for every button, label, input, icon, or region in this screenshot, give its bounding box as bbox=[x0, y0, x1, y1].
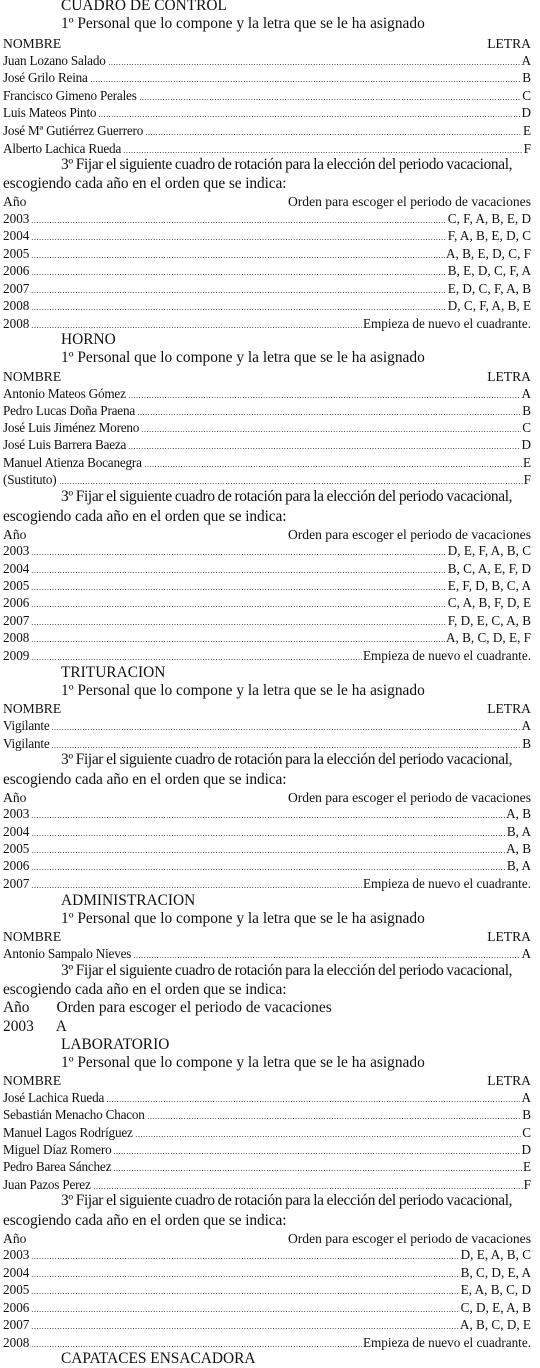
staff-row-label: Sebastián Menacho Chacon bbox=[3, 1107, 145, 1122]
rotation-row-label: 2003 bbox=[3, 1247, 30, 1262]
staff-row-value: C bbox=[522, 1125, 531, 1140]
rotation-row bbox=[3, 578, 531, 594]
rotation-row-value: E, D, C, F, A, B bbox=[447, 281, 531, 296]
rotation-row-label: 2003 bbox=[3, 806, 30, 821]
staff-row-value: F bbox=[523, 472, 531, 487]
staff-row-label: Alberto Lachica Rueda bbox=[3, 141, 122, 156]
rotation-row-label: 2003 bbox=[3, 211, 30, 226]
staff-table-header bbox=[3, 369, 531, 385]
dot-leader bbox=[31, 653, 362, 661]
rotation-row-value: E, A, B, C, D bbox=[460, 1282, 531, 1297]
rotation-paragraph-cont: escogiendo cada año en el orden que se indica: bbox=[3, 175, 287, 192]
dot-leader bbox=[31, 600, 446, 608]
rotation-row-label: 2005 bbox=[3, 841, 30, 856]
staff-row-label: Juan Pazos Perez bbox=[3, 1177, 91, 1192]
rotation-row-value: Empieza de nuevo el cuadrante. bbox=[362, 316, 531, 331]
staff-row bbox=[3, 53, 531, 69]
dot-leader bbox=[31, 268, 446, 276]
rotation-row-value: Empieza de nuevo el cuadrante. bbox=[362, 1335, 531, 1350]
staff-row-label: Pedro Lucas Doña Praena bbox=[3, 403, 135, 418]
rotation-row-label: 2007 bbox=[3, 613, 30, 628]
rotation-row-label: 2008 bbox=[3, 298, 30, 313]
staff-row bbox=[3, 1177, 531, 1193]
rotation-row bbox=[3, 561, 531, 577]
dot-leader bbox=[135, 1130, 522, 1138]
staff-row-label: José Luis Barrera Baeza bbox=[3, 437, 127, 452]
dot-leader bbox=[31, 1287, 459, 1295]
staff-row-label: José Lachica Rueda bbox=[3, 1090, 105, 1105]
dot-leader bbox=[137, 408, 521, 416]
rotation-row bbox=[3, 613, 531, 629]
dot-leader bbox=[31, 1340, 362, 1348]
rotation-order: A bbox=[55, 1018, 67, 1035]
rotation-row bbox=[3, 858, 531, 874]
rotation-row bbox=[3, 806, 531, 822]
dot-leader bbox=[31, 811, 505, 819]
staff-row bbox=[3, 1090, 531, 1106]
dot-leader bbox=[31, 1305, 459, 1313]
column-header-year: Año bbox=[3, 790, 27, 805]
rotation-row bbox=[3, 876, 531, 892]
staff-row-value: E bbox=[522, 123, 531, 138]
dot-leader bbox=[31, 303, 446, 311]
staff-row bbox=[3, 718, 531, 734]
dot-leader bbox=[31, 1252, 459, 1260]
staff-row bbox=[3, 946, 531, 962]
column-header-letter: LETRA bbox=[487, 36, 531, 51]
staff-row-label: Manuel Lagos Rodríguez bbox=[3, 1125, 133, 1140]
rotation-row-value: D, E, A, B, C bbox=[460, 1247, 531, 1262]
staff-table-header bbox=[3, 1073, 531, 1089]
rotation-row-label: 2003 bbox=[3, 543, 30, 558]
staff-row-value: C bbox=[522, 88, 531, 103]
section-title: ADMINISTRACION bbox=[61, 892, 196, 909]
staff-row-label: Vigilante bbox=[3, 718, 50, 733]
dot-leader bbox=[31, 251, 445, 259]
column-header-order: Orden para escoger el periodo de vacaciones bbox=[287, 790, 531, 805]
dot-leader bbox=[147, 1112, 522, 1120]
rotation-row bbox=[3, 1265, 531, 1281]
rotation-row bbox=[3, 824, 531, 840]
rotation-row-value: E, F, D, B, C, A bbox=[447, 578, 531, 593]
rotation-row bbox=[3, 1335, 531, 1351]
staff-row-label: Antonio Sampalo Nieves bbox=[3, 946, 132, 961]
rotation-row-value: B, C, D, E, A bbox=[460, 1265, 531, 1280]
dot-leader bbox=[128, 391, 521, 399]
staff-row bbox=[3, 1159, 531, 1175]
dot-leader bbox=[113, 1164, 522, 1172]
rotation-row bbox=[3, 648, 531, 664]
rotation-row bbox=[3, 298, 531, 314]
column-header-letter: LETRA bbox=[487, 929, 531, 944]
rotation-row-label: 2009 bbox=[3, 648, 30, 663]
column-header-letter: LETRA bbox=[487, 369, 531, 384]
dot-leader bbox=[31, 829, 505, 837]
staff-row bbox=[3, 403, 531, 419]
staff-row-value: B bbox=[522, 70, 531, 85]
rotation-row-value: D, E, F, A, B, C bbox=[447, 543, 531, 558]
dot-leader bbox=[123, 146, 523, 154]
rotation-paragraph-cont: escogiendo cada año en el orden que se indica: bbox=[3, 1212, 287, 1229]
staff-table-header bbox=[3, 701, 531, 717]
dot-leader bbox=[31, 881, 362, 889]
staff-row bbox=[3, 1142, 531, 1158]
rotation-row-label: 2005 bbox=[3, 1282, 30, 1297]
rotation-row bbox=[3, 316, 531, 332]
section-title: TRITURACION bbox=[61, 664, 166, 681]
rotation-row-value: B, A bbox=[506, 858, 531, 873]
staff-row-value: B bbox=[522, 736, 531, 751]
column-header-name: NOMBRE bbox=[3, 36, 62, 51]
rotation-row-value: C, D, E, A, B bbox=[460, 1300, 531, 1315]
dot-leader bbox=[31, 321, 362, 329]
staff-row-value: F bbox=[523, 1177, 531, 1192]
dot-leader bbox=[31, 863, 505, 871]
rotation-row-label: 2004 bbox=[3, 561, 30, 576]
column-header-order: Orden para escoger el periodo de vacaciones bbox=[56, 999, 332, 1016]
staff-row bbox=[3, 123, 531, 139]
rotation-row-value: A, B bbox=[506, 806, 531, 821]
rotation-row-value: A, B, C, D, E, F bbox=[446, 630, 531, 645]
rotation-table-header bbox=[3, 1231, 531, 1247]
staff-row-value: A bbox=[521, 718, 531, 733]
staff-row bbox=[3, 736, 531, 752]
rotation-row-label: 2008 bbox=[3, 1335, 30, 1350]
staff-row-value: B bbox=[522, 403, 531, 418]
dot-leader bbox=[31, 1322, 459, 1330]
column-header-year: Año bbox=[3, 194, 27, 209]
rotation-row bbox=[3, 246, 531, 262]
rotation-row-label: 2004 bbox=[3, 1265, 30, 1280]
rotation-row-label: 2005 bbox=[3, 246, 30, 261]
rotation-row bbox=[3, 543, 531, 559]
staff-row-value: C bbox=[522, 420, 531, 435]
staff-row bbox=[3, 1125, 531, 1141]
dot-leader bbox=[144, 460, 522, 468]
dot-leader bbox=[31, 216, 446, 224]
section-intro: 1º Personal que lo compone y la letra que se le ha asignado bbox=[61, 349, 425, 366]
rotation-paragraph: 3º Fijar el siguiente cuadro de rotación para la elección del periodo vacacional, bbox=[61, 156, 513, 173]
rotation-row-value: A, B, C, D, E bbox=[459, 1317, 531, 1332]
section-intro: 1º Personal que lo compone y la letra que se le ha asignado bbox=[61, 682, 425, 699]
rotation-paragraph: 3º Fijar el siguiente cuadro de rotación para la elección del periodo vacacional, bbox=[61, 962, 513, 979]
staff-row bbox=[3, 420, 531, 436]
staff-row bbox=[3, 105, 531, 121]
staff-row-label: Pedro Barea Sánchez bbox=[3, 1159, 112, 1174]
column-header-year: Año bbox=[3, 1231, 27, 1246]
rotation-row-value: B, E, D, C, F, A bbox=[447, 263, 531, 278]
rotation-row-label: 2006 bbox=[3, 1300, 30, 1315]
dot-leader bbox=[145, 128, 522, 136]
rotation-row-label: 2006 bbox=[3, 858, 30, 873]
rotation-row-label: 2008 bbox=[3, 630, 30, 645]
staff-row-label: Vigilante bbox=[3, 736, 50, 751]
dot-leader bbox=[90, 75, 522, 83]
rotation-paragraph-cont: escogiendo cada año en el orden que se indica: bbox=[3, 981, 287, 998]
column-header-order: Orden para escoger el periodo de vacaciones bbox=[287, 527, 531, 542]
rotation-row-label: 2007 bbox=[3, 1317, 30, 1332]
rotation-row bbox=[3, 211, 531, 227]
rotation-row-label: 2007 bbox=[3, 281, 30, 296]
section-title: LABORATORIO bbox=[61, 1036, 170, 1053]
staff-row-label: José Mª Gutiérrez Guerrero bbox=[3, 123, 144, 138]
section-intro: 1º Personal que lo compone y la letra que se le ha asignado bbox=[61, 1054, 425, 1071]
rotation-row bbox=[3, 1247, 531, 1263]
column-header-order: Orden para escoger el periodo de vacaciones bbox=[287, 1231, 531, 1246]
staff-row-label: Francisco Gimeno Perales bbox=[3, 88, 137, 103]
rotation-row bbox=[3, 1317, 531, 1333]
column-header-letter: LETRA bbox=[487, 1073, 531, 1088]
column-header-order: Orden para escoger el periodo de vacaciones bbox=[287, 194, 531, 209]
column-header-name: NOMBRE bbox=[3, 929, 62, 944]
dot-leader bbox=[31, 618, 446, 626]
rotation-row bbox=[3, 1300, 531, 1316]
rotation-row-label: 2006 bbox=[3, 595, 30, 610]
staff-row-value: F bbox=[523, 141, 531, 156]
dot-leader bbox=[31, 566, 446, 574]
rotation-year: 2003 bbox=[3, 1018, 34, 1035]
rotation-row-label: 2006 bbox=[3, 263, 30, 278]
rotation-row-value: C, A, B, F, D, E bbox=[447, 595, 531, 610]
staff-table-header bbox=[3, 36, 531, 52]
rotation-table-header bbox=[3, 999, 332, 1017]
column-header-year: Año bbox=[3, 527, 27, 542]
dot-leader bbox=[128, 442, 520, 450]
dot-leader bbox=[141, 425, 521, 433]
staff-row-value: D bbox=[521, 437, 531, 452]
rotation-row-label: 2004 bbox=[3, 228, 30, 243]
dot-leader bbox=[31, 548, 446, 556]
staff-row-value: E bbox=[522, 1159, 531, 1174]
dot-leader bbox=[31, 846, 505, 854]
rotation-row-value: A, B, E, D, C, F bbox=[446, 246, 531, 261]
section-title: HORNO bbox=[61, 331, 116, 348]
staff-row bbox=[3, 1107, 531, 1123]
staff-row-label: Luis Mateos Pinto bbox=[3, 105, 97, 120]
staff-row-label: José Grilo Reina bbox=[3, 70, 88, 85]
column-header-year: Año bbox=[3, 999, 30, 1016]
dot-leader bbox=[31, 1270, 459, 1278]
staff-row bbox=[3, 455, 531, 471]
rotation-paragraph-cont: escogiendo cada año en el orden que se indica: bbox=[3, 508, 287, 525]
staff-row-label: Manuel Atienza Bocanegra bbox=[3, 455, 142, 470]
staff-row-value: A bbox=[521, 386, 531, 401]
staff-row bbox=[3, 386, 531, 402]
dot-leader bbox=[93, 1182, 523, 1190]
rotation-row bbox=[3, 595, 531, 611]
dot-leader bbox=[59, 477, 523, 485]
staff-row-value: D bbox=[521, 105, 531, 120]
next-section-title: CAPATACES ENSACADORA bbox=[61, 1350, 256, 1367]
staff-row bbox=[3, 70, 531, 86]
dot-leader bbox=[31, 635, 445, 643]
staff-row-label: Antonio Mateos Gómez bbox=[3, 386, 126, 401]
dot-leader bbox=[31, 233, 446, 241]
staff-row-label: Miguel Díaz Romero bbox=[3, 1142, 112, 1157]
dot-leader bbox=[106, 1095, 520, 1103]
staff-row bbox=[3, 88, 531, 104]
rotation-row-label: 2004 bbox=[3, 824, 30, 839]
rotation-row bbox=[3, 841, 531, 857]
section-intro: 1º Personal que lo compone y la letra que se le ha asignado bbox=[61, 15, 425, 32]
rotation-row-value: Empieza de nuevo el cuadrante. bbox=[362, 876, 531, 891]
staff-row bbox=[3, 141, 531, 157]
dot-leader bbox=[113, 1147, 520, 1155]
rotation-paragraph-cont: escogiendo cada año en el orden que se indica: bbox=[3, 771, 287, 788]
rotation-row-value: Empieza de nuevo el cuadrante. bbox=[362, 648, 531, 663]
rotation-table-header bbox=[3, 790, 531, 806]
staff-row bbox=[3, 472, 531, 488]
dot-leader bbox=[51, 723, 520, 731]
rotation-paragraph: 3º Fijar el siguiente cuadro de rotación para la elección del periodo vacacional, bbox=[61, 488, 513, 505]
dot-leader bbox=[133, 951, 520, 959]
rotation-row-value: D, C, F, A, B, E bbox=[447, 298, 531, 313]
rotation-row-label: 2005 bbox=[3, 578, 30, 593]
column-header-name: NOMBRE bbox=[3, 701, 62, 716]
rotation-row-value: B, C, A, E, F, D bbox=[447, 561, 531, 576]
rotation-row bbox=[3, 228, 531, 244]
rotation-table-header bbox=[3, 194, 531, 210]
staff-row-value: A bbox=[521, 1090, 531, 1105]
rotation-row-value: C, F, A, B, E, D bbox=[447, 211, 531, 226]
rotation-row-value: B, A bbox=[506, 824, 531, 839]
rotation-paragraph: 3º Fijar el siguiente cuadro de rotación para la elección del periodo vacacional, bbox=[61, 751, 513, 768]
staff-row-value: D bbox=[521, 1142, 531, 1157]
rotation-row-value: F, D, E, C, A, B bbox=[447, 613, 531, 628]
section-title: CUADRO DE CONTROL bbox=[61, 0, 227, 14]
section-intro: 1º Personal que lo compone y la letra que se le ha asignado bbox=[61, 910, 425, 927]
rotation-row-value: F, A, B, E, D, C bbox=[447, 228, 531, 243]
column-header-letter: LETRA bbox=[487, 701, 531, 716]
dot-leader bbox=[31, 583, 446, 591]
staff-row-label: José Luis Jiménez Moreno bbox=[3, 420, 140, 435]
dot-leader bbox=[51, 741, 521, 749]
dot-leader bbox=[108, 58, 521, 66]
staff-table-header bbox=[3, 929, 531, 945]
column-header-name: NOMBRE bbox=[3, 369, 62, 384]
rotation-row bbox=[3, 281, 531, 297]
rotation-paragraph: 3º Fijar el siguiente cuadro de rotación para la elección del periodo vacacional, bbox=[61, 1192, 513, 1209]
rotation-row bbox=[3, 263, 531, 279]
rotation-table-header bbox=[3, 527, 531, 543]
staff-row bbox=[3, 437, 531, 453]
dot-leader bbox=[139, 93, 522, 101]
dot-leader bbox=[31, 286, 446, 294]
rotation-row bbox=[3, 1018, 67, 1036]
rotation-row-label: 2007 bbox=[3, 876, 30, 891]
rotation-row bbox=[3, 1282, 531, 1298]
staff-row-value: E bbox=[522, 455, 531, 470]
staff-row-value: B bbox=[522, 1107, 531, 1122]
rotation-row-value: A, B bbox=[506, 841, 531, 856]
staff-row-value: A bbox=[521, 53, 531, 68]
column-header-name: NOMBRE bbox=[3, 1073, 62, 1088]
dot-leader bbox=[98, 110, 520, 118]
staff-row-value: A bbox=[521, 946, 531, 961]
staff-row-label: Juan Lozano Salado bbox=[3, 53, 106, 68]
rotation-row bbox=[3, 630, 531, 646]
rotation-row-label: 2008 bbox=[3, 316, 30, 331]
staff-row-label: (Sustituto) bbox=[3, 472, 57, 487]
